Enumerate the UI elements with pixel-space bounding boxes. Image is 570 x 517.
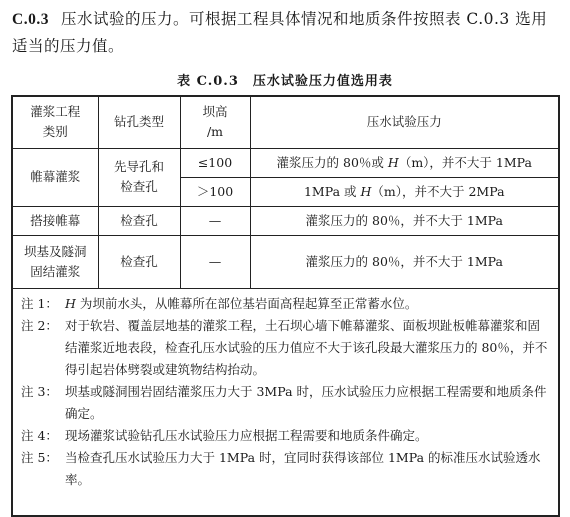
header-hole-type: 钻孔类型 [98,96,180,148]
header-dam-height: 坝高 /m [180,96,250,148]
note-4: 注 4： 现场灌浆试验钻孔压水试验压力应根据工程需要和地质条件确定。 [21,427,428,443]
note-1: 注 1： H 为坝前水头，从帷幕所在部位基岩面高程起算至正常蓄水位。 [21,295,418,311]
clause-number: C.0.3 [12,11,49,28]
cell-height: — [180,206,250,235]
cell-height: ≤100 [180,148,250,177]
cell-hole-curtain: 先导孔和 检查孔 [98,148,180,206]
cell-pressure: 灌浆压力的 80％，并不大于 1MPa [250,206,559,235]
table-row [12,235,559,288]
cell-pressure: 灌浆压力的 80％或 H（m），并不大于 1MPa [250,148,559,177]
notes-cell [12,288,559,516]
cell-category-curtain: 帷幕灌浆 [12,148,98,206]
cell-hole-type: 检查孔 [98,206,180,235]
header-grout-type: 灌浆工程 类别 [12,96,98,148]
notes-row [12,288,559,516]
clause-c03 [12,6,560,59]
cell-height: — [180,235,250,288]
cell-pressure: 1MPa 或 H（m），并不大于 2MPa [250,177,559,206]
clause-text: 压水试验的压力。可根据工程具体情况和地质条件按照表 C.0.3 选用适当的压力值。 [12,10,548,55]
note-2: 注 2： 对于软岩、覆盖层地基的灌浆工程，土石坝心墙下帷幕灌浆、面板坝趾板帷幕灌浆和固结灌浆近地表段，检查孔压水试验的压力值应不大于该孔段最大灌浆压力的 80％，并不得引起岩体劈裂或建筑物结构抬动。 [21,317,548,377]
cell-hole-type: 检查孔 [98,235,180,288]
note-5: 注 5： 当检查孔压水试验压力大于 1MPa 时，宜同时获得该部位 1MPa 的标准压水试验透水率。 [21,449,541,487]
note-3: 注 3： 坝基或隧洞围岩固结灌浆压力大于 3MPa 时，压水试验压力应根据工程需要和地质条件确定。 [21,383,547,421]
header-pressure: 压水试验压力 [250,96,559,148]
cell-category-consolidation: 坝基及隧洞 固结灌浆 [12,235,98,288]
cell-pressure: 灌浆压力的 80％，并不大于 1MPa [250,235,559,288]
cell-category-lap: 搭接帷幕 [12,206,98,235]
table-row [12,206,559,235]
table-row [12,148,559,177]
pressure-table [11,95,560,517]
table-title: 表 C.0.3 压水试验压力值选用表 [177,74,393,89]
table-header-row [12,96,559,148]
cell-height: ＞100 [180,177,250,206]
